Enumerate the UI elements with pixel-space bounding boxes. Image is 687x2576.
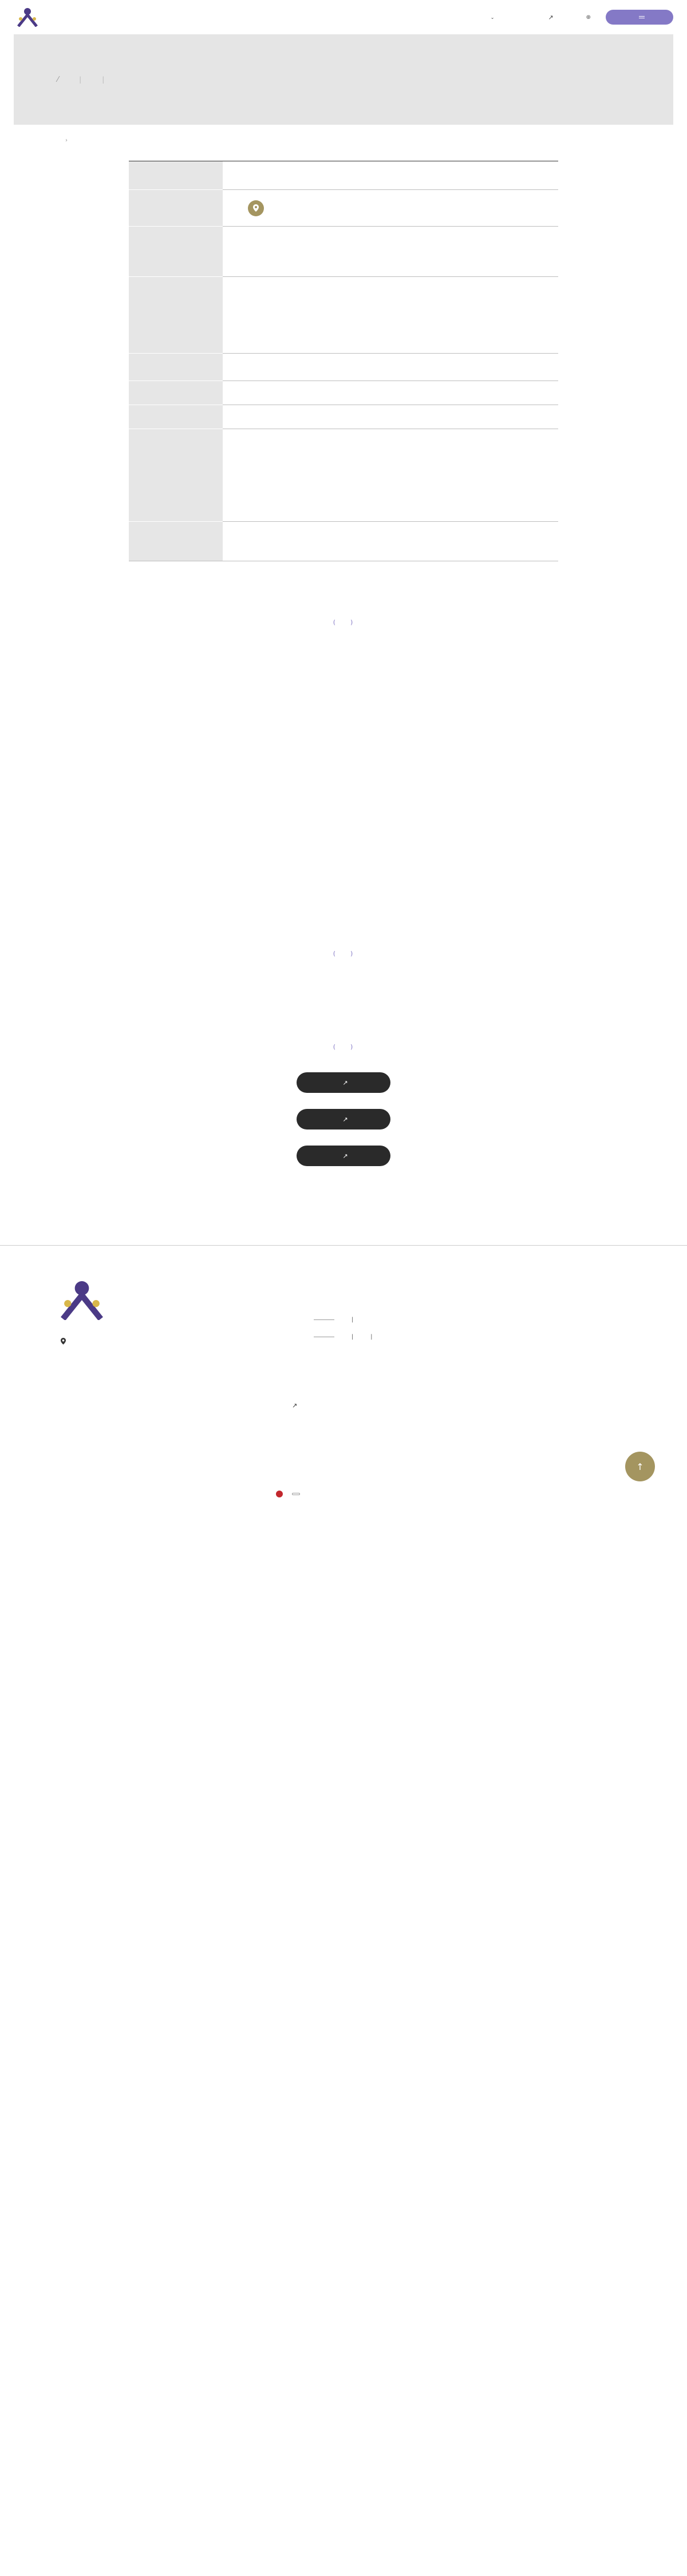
table-row bbox=[129, 161, 558, 190]
row-label bbox=[129, 277, 223, 354]
google-maps-link[interactable] bbox=[242, 200, 539, 216]
footer-nav-top[interactable] bbox=[290, 1294, 385, 1311]
company-name bbox=[223, 161, 558, 190]
table-row bbox=[129, 405, 558, 429]
back-to-top-button[interactable] bbox=[625, 1452, 655, 1486]
row-label bbox=[129, 190, 223, 227]
row-label bbox=[129, 227, 223, 277]
company-info-table bbox=[129, 161, 558, 561]
kanden-amenix-logo-icon bbox=[57, 1280, 106, 1320]
section-label: ( ) bbox=[333, 1043, 354, 1051]
footer-nav-hotel[interactable] bbox=[290, 1345, 385, 1362]
kanden-amenix-logo-icon bbox=[16, 7, 39, 27]
arrow-up-icon: ↑ bbox=[625, 1452, 655, 1481]
row-label bbox=[129, 161, 223, 190]
breadcrumb-separator: › bbox=[65, 137, 68, 144]
history-section bbox=[0, 950, 687, 980]
notice-button-2022[interactable] bbox=[297, 1109, 390, 1130]
title-divider: ⁄ bbox=[57, 75, 59, 84]
footer-nav-vision-row bbox=[290, 1311, 385, 1328]
footer-company bbox=[57, 1280, 106, 1346]
founded-date bbox=[223, 354, 558, 381]
footer-nav-news[interactable] bbox=[290, 1380, 385, 1397]
footer-vision-sub: | bbox=[314, 1317, 366, 1323]
language-switch[interactable] bbox=[579, 14, 600, 21]
section-label: ( ) bbox=[333, 619, 354, 626]
group-brand-tag bbox=[292, 1493, 300, 1495]
external-link-icon: ↗ bbox=[342, 1152, 348, 1160]
footer-nav-recruit[interactable] bbox=[290, 1397, 385, 1414]
globe-icon: ⊕ bbox=[586, 14, 591, 21]
external-link-icon: ↗ bbox=[342, 1115, 348, 1123]
section-label: ( ) bbox=[333, 950, 354, 957]
row-label bbox=[129, 354, 223, 381]
employees-value bbox=[223, 405, 558, 429]
table-row bbox=[129, 522, 558, 561]
table-row bbox=[129, 277, 558, 354]
footer-nav-contact[interactable] bbox=[290, 1414, 385, 1431]
nav-recruit[interactable] bbox=[537, 14, 562, 21]
table-row bbox=[129, 227, 558, 277]
external-link-icon: ↗ bbox=[548, 13, 554, 21]
menu-button[interactable] bbox=[606, 10, 673, 25]
table-row bbox=[129, 381, 558, 405]
notice-button-2021[interactable] bbox=[297, 1072, 390, 1093]
footer-google-maps-link[interactable] bbox=[57, 1338, 106, 1346]
site-footer bbox=[0, 1245, 687, 1500]
external-link-icon: ↗ bbox=[342, 1079, 348, 1087]
section-heading bbox=[0, 950, 687, 957]
notice-button-2023[interactable] bbox=[297, 1146, 390, 1166]
site-header bbox=[0, 0, 687, 34]
hero-separator: | bbox=[79, 76, 82, 84]
external-link-icon: ↗ bbox=[292, 1401, 298, 1409]
row-label bbox=[129, 381, 223, 405]
notice-buttons bbox=[0, 1072, 687, 1166]
nav-business[interactable] bbox=[480, 15, 503, 20]
map-pin-icon[interactable] bbox=[248, 200, 264, 216]
group-brand bbox=[276, 1491, 300, 1497]
global-nav bbox=[445, 10, 673, 25]
organization-chart bbox=[0, 649, 687, 927]
row-label bbox=[129, 429, 223, 522]
page-hero bbox=[14, 34, 673, 125]
hamburger-icon bbox=[639, 16, 645, 18]
org-section bbox=[0, 619, 687, 927]
chevron-down-icon: ⌄ bbox=[490, 14, 495, 20]
map-pin-icon bbox=[61, 1338, 66, 1346]
hero-separator: | bbox=[102, 76, 105, 84]
table-row bbox=[129, 354, 558, 381]
section-heading bbox=[0, 619, 687, 626]
footer-nav bbox=[290, 1294, 385, 1431]
section-heading bbox=[0, 1043, 687, 1051]
table-row bbox=[129, 190, 558, 227]
footer-nav-business-row bbox=[290, 1328, 385, 1345]
footer-business-sub: | | bbox=[314, 1334, 385, 1340]
breadcrumb bbox=[0, 125, 687, 144]
sales-value bbox=[223, 381, 558, 405]
kepco-logo-icon bbox=[276, 1491, 283, 1497]
footer-nav-company[interactable] bbox=[290, 1362, 385, 1380]
site-logo[interactable] bbox=[14, 7, 41, 27]
footer-logo[interactable] bbox=[57, 1280, 106, 1320]
row-label bbox=[129, 405, 223, 429]
office-block bbox=[242, 532, 539, 542]
table-row bbox=[129, 429, 558, 522]
row-label bbox=[129, 522, 223, 561]
notice-section bbox=[0, 1043, 687, 1166]
